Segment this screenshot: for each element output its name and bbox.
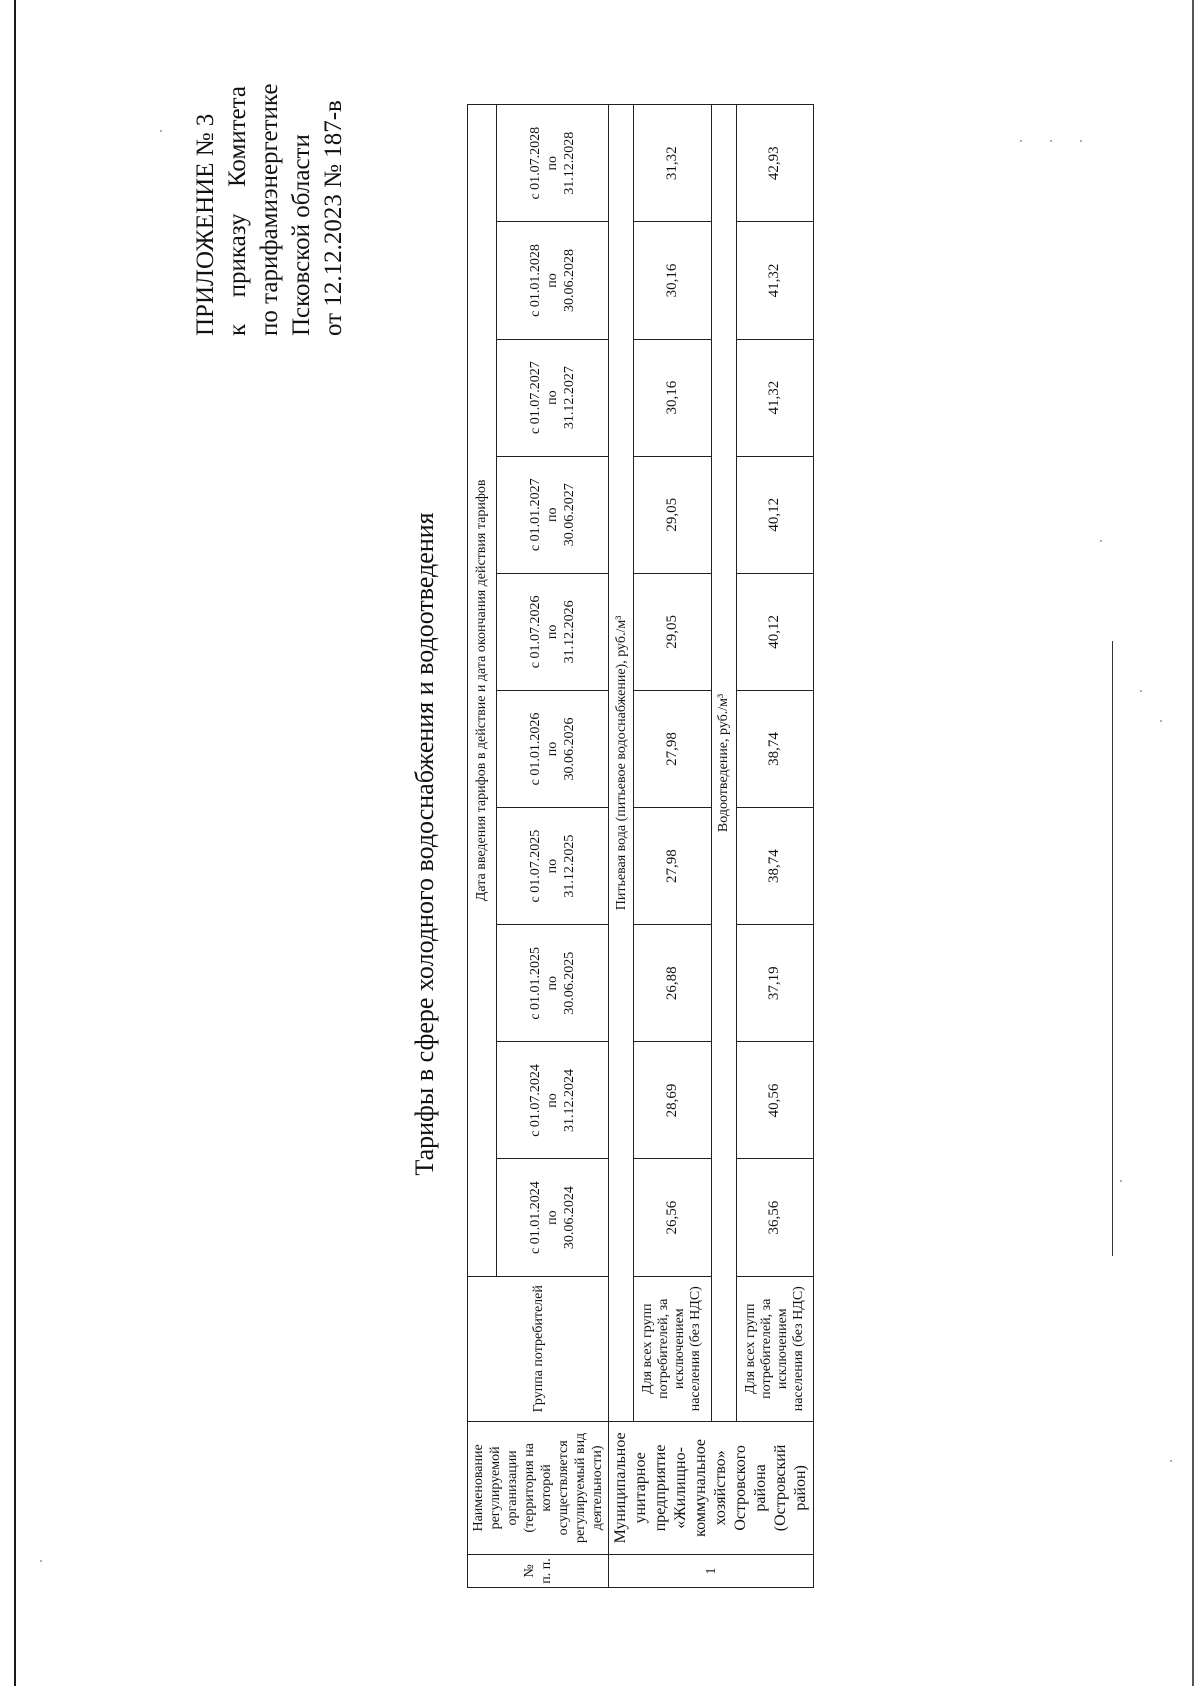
period-header-cell (496, 456, 608, 573)
tariff-value-cell: 37,19 (736, 925, 814, 1042)
appendix-line-4: Псковской области (288, 134, 315, 336)
tariff-value-cell: 29,05 (634, 456, 712, 573)
tariff-value-cell: 28,69 (634, 1042, 712, 1159)
appendix-order-date: от 12.12.2023 № 187-в (320, 100, 347, 336)
period-header-cell (496, 690, 608, 807)
period-to: 31.12.2024 (561, 1068, 577, 1132)
organization-name: Муниципальное унитарное предприятие «Жилищно-коммунальное хозяйство» Островского района (Островский район) (609, 1421, 814, 1554)
period-from: с 01.01.2028 (527, 244, 543, 317)
period-from: с 01.07.2025 (527, 829, 543, 903)
header-organization: Наименование регулируемой организации (территория на которой осуществляется регулируемый вид деятельности) (468, 1421, 609, 1554)
signature-line (1112, 641, 1113, 1256)
header-consumer-group: Группа потребителей (468, 1276, 609, 1421)
appendix-word: и (256, 199, 283, 213)
appendix-word: к (224, 323, 251, 336)
period-from: с 01.01.2026 (527, 712, 543, 786)
period-to-word: по (544, 155, 560, 171)
period-header-cell (496, 808, 608, 925)
period-to: 30.06.2027 (561, 483, 577, 547)
appendix-number: ПРИЛОЖЕНИЕ № 3 (192, 113, 219, 336)
tariff-table (467, 104, 814, 1588)
period-to-word: по (544, 976, 560, 991)
appendix-word: приказу (224, 213, 251, 298)
appendix-word: Комитета (224, 86, 251, 188)
period-to: 30.06.2028 (561, 248, 577, 312)
period-from: с 01.07.2026 (527, 595, 543, 669)
tariff-value-cell: 42,93 (736, 105, 814, 222)
tariff-value-cell: 30,16 (634, 339, 712, 456)
period-to: 31.12.2025 (561, 834, 577, 898)
period-to-word: по (544, 507, 560, 522)
period-from: с 01.01.2024 (527, 1181, 543, 1254)
tariff-value-cell: 29,05 (634, 573, 712, 690)
period-to: 31.12.2027 (561, 366, 577, 430)
tariff-value-cell: 26,88 (634, 925, 712, 1042)
tariff-value-cell: 38,74 (736, 808, 814, 925)
period-to-word: по (544, 390, 560, 405)
period-to: 30.06.2026 (561, 717, 577, 781)
period-to-word: по (544, 1093, 560, 1108)
period-header-cell (496, 222, 608, 339)
document-title: Тарифы в сфере холодного водоснабжения и водоотведения (410, 512, 439, 1176)
appendix-line-2 (222, 86, 254, 336)
tariff-value-cell: 30,16 (634, 222, 712, 339)
tariff-value-cell: 40,12 (736, 456, 814, 573)
period-header-cell (496, 573, 608, 690)
tariff-value-cell: 27,98 (634, 690, 712, 807)
row-number: 1 (609, 1554, 814, 1587)
period-header-cell (496, 1042, 608, 1159)
period-to-word: по (544, 741, 560, 757)
consumer-group-cell: Для всех групп потребителей, за исключением населения (без НДС) (736, 1276, 814, 1421)
period-to-word: по (544, 858, 560, 874)
tariff-row-water (634, 105, 712, 1588)
tariff-value-cell: 31,32 (634, 105, 712, 222)
tariff-value-cell: 38,74 (736, 690, 814, 807)
tariff-value-cell: 41,32 (736, 339, 814, 456)
period-header-cell (496, 339, 608, 456)
period-header-cell (496, 925, 608, 1042)
period-from: с 01.07.2027 (527, 361, 543, 434)
tariff-value-cell: 36,56 (736, 1159, 814, 1276)
tariff-value-cell: 26,56 (634, 1159, 712, 1276)
consumer-group-cell: Для всех групп потребителей, за исключением населения (без НДС) (634, 1276, 712, 1421)
period-from: с 01.07.2028 (527, 126, 543, 200)
header-number: № п. п. (468, 1554, 609, 1587)
period-to-word: по (544, 1210, 560, 1225)
appendix-line-3 (254, 83, 286, 336)
period-to: 30.06.2024 (561, 1186, 577, 1250)
period-from: с 01.01.2025 (527, 946, 543, 1020)
period-header-cell (496, 105, 608, 222)
tariff-value-cell: 40,12 (736, 573, 814, 690)
period-to: 31.12.2026 (561, 600, 577, 664)
header-dates-span: Дата введения тарифов в действие и дата окончания действия тарифов (468, 105, 497, 1277)
period-header-cell (496, 1159, 608, 1276)
tariff-value-cell: 27,98 (634, 808, 712, 925)
period-to: 31.12.2028 (561, 131, 577, 195)
section-title-water: Питьевая вода (питьевое водоснабжение), руб./м³ (609, 105, 634, 1422)
appendix-word: по тарифам (256, 212, 283, 336)
appendix-word: энергетике (256, 83, 283, 200)
period-to: 30.06.2025 (561, 951, 577, 1015)
period-from: с 01.01.2027 (527, 478, 543, 552)
section-title-sewerage: Водоотведение, руб./м³ (711, 105, 736, 1422)
appendix-header (190, 83, 350, 336)
period-from: с 01.07.2024 (527, 1064, 543, 1137)
period-to-word: по (544, 624, 560, 640)
period-to-word: по (544, 273, 560, 288)
tariff-value-cell: 40,56 (736, 1042, 814, 1159)
tariff-row-sewerage (736, 105, 814, 1588)
tariff-value-cell: 41,32 (736, 222, 814, 339)
